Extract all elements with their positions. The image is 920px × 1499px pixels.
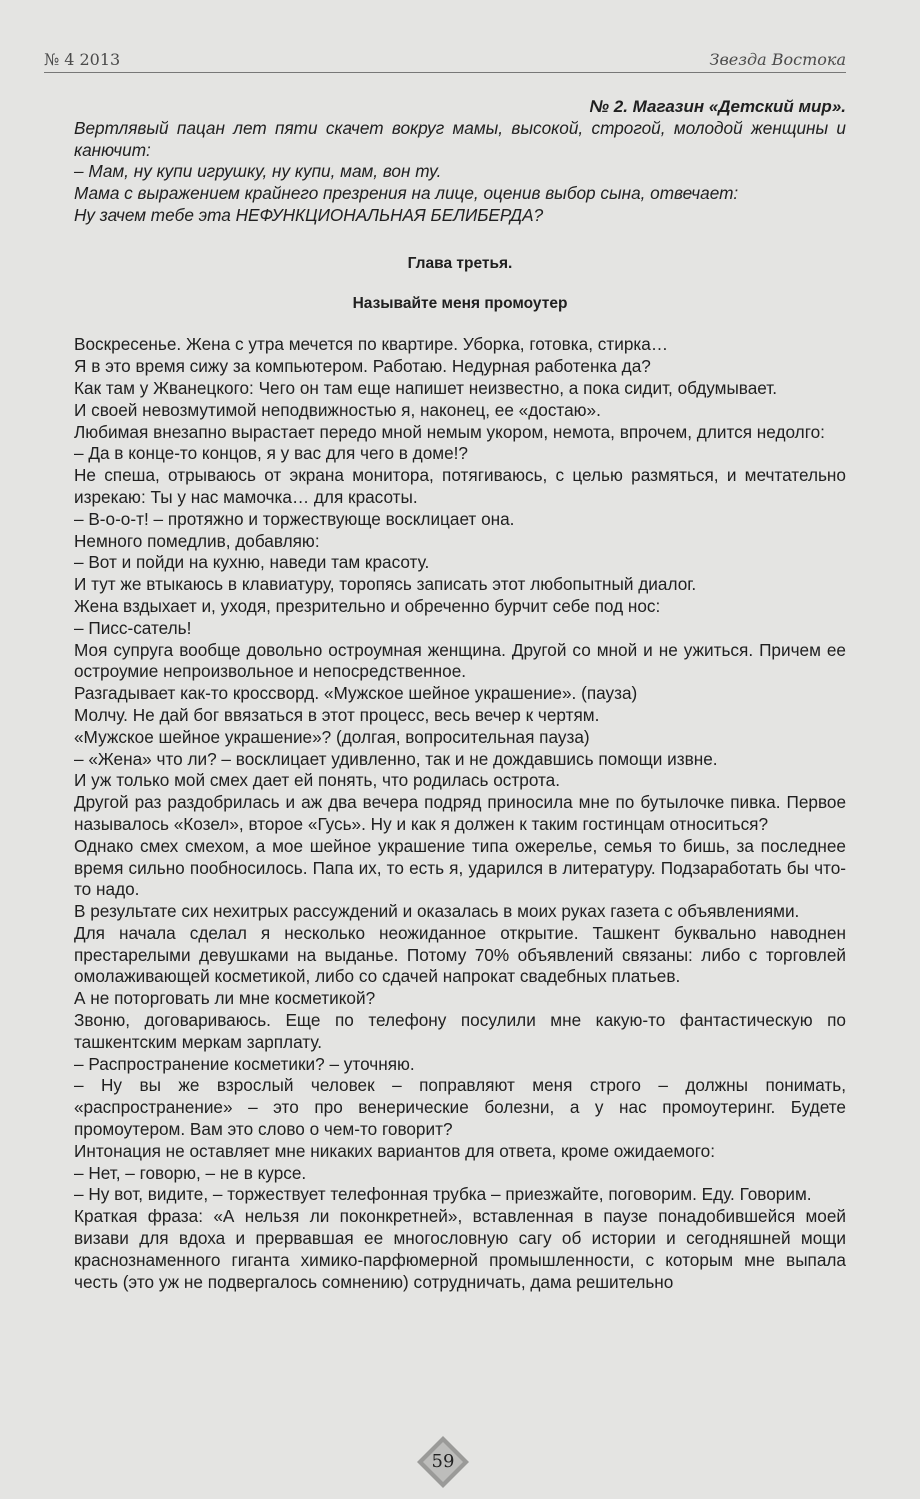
paragraph: Интонация не оставляет мне никаких вариантов для ответа, кроме ожидаемого:	[74, 1140, 716, 1161]
body-text	[74, 334, 846, 1293]
issue-number: № 4 2013	[44, 50, 121, 69]
header-rule	[44, 72, 846, 73]
paragraph: Жена вздыхает и, уходя, презрительно и обреченно бурчит себе под нос:	[74, 595, 661, 616]
section-title: № 2. Магазин «Детский мир».	[589, 97, 846, 116]
paragraph: Как там у Жванецкого: Чего он там еще напишет неизвестно, а пока сидит, обдумывает.	[74, 377, 778, 398]
running-header	[44, 46, 846, 72]
paragraph: – Ну вы же взрослый человек – поправляют меня строго – должны понимать, «распространение» – это про венерические болезни, а у нас промоутеринг. Будете промоутером. Вам это слово о чем-то говорит?	[74, 1075, 846, 1140]
paragraph: – Да в конце-то концов, я у вас для чего в доме!?	[74, 443, 468, 464]
paragraph: Немного помедлив, добавляю:	[74, 530, 320, 551]
paragraph: – Ну вот, видите, – торжествует телефонная трубка – приезжайте, поговорим. Еду. Говорим.	[74, 1184, 812, 1205]
paragraph: – Вот и пойди на кухню, наведи там красоту.	[74, 552, 430, 573]
intro-paragraph: Вертлявый пацан лет пяти скачет вокруг мамы, высокой, строгой, молодой женщины и канючит:	[74, 117, 846, 160]
paragraph: Звоню, договариваюсь. Еще по телефону посулили мне какую-то фантастическую по ташкентским меркам зарплату.	[74, 1010, 846, 1052]
paragraph: И уж только мой смех дает ей понять, что родилась острота.	[74, 770, 561, 791]
paragraph: Молчу. Не дай бог ввязаться в этот процесс, весь вечер к чертям.	[74, 704, 600, 725]
paragraph: Не спеша, отрываюсь от экрана монитора, потягиваюсь, с целью размяться, и мечтательно изрекаю: Ты у нас мамочка… для красоты.	[74, 465, 846, 507]
paragraph: И своей невозмутимой неподвижностью я, наконец, ее «достаю».	[74, 399, 601, 420]
paragraph: – Нет, – говорю, – не в курсе.	[74, 1162, 307, 1183]
chapter-title: Называйте меня промоутер	[352, 294, 568, 312]
paragraph: Краткая фраза: «А нельзя ли поконкретней», вставленная в паузе понадобившейся моей визави для вдоха и прервавшая ее многословную сагу об истории и сегодняшней мощи краснознаменного гиганта химико-парфюмерной промышленности, с которым мне выпала честь (это уж не подвергалось сомнению) сотрудничать, дама решительно	[74, 1206, 846, 1292]
journal-title: Звезда Востока	[709, 50, 846, 69]
article-body	[74, 96, 846, 1293]
intro-paragraph: – Мам, ну купи игрушку, ну купи, мам, вон ту.	[74, 161, 442, 182]
paragraph: Воскресенье. Жена с утра мечется по квартире. Уборка, готовка, стирка…	[74, 334, 669, 355]
chapter-number: Глава третья.	[407, 254, 513, 272]
paragraph: Любимая внезапно вырастает передо мной немым укором, немота, впрочем, длится недолго:	[74, 421, 825, 442]
paragraph: Разгадывает как-то кроссворд. «Мужское шейное украшение». (пауза)	[74, 683, 638, 704]
paragraph: Моя супруга вообще довольно остроумная женщина. Другой со мной и не ужиться. Причем ее остроумие непроизвольное и непосредственное.	[74, 639, 846, 682]
paragraph: – Распространение косметики? – уточняю.	[74, 1053, 415, 1074]
paragraph: – В-о-о-т! – протяжно и торжествующе восклицает она.	[74, 508, 515, 529]
intro-paragraph: Мама с выражением крайнего презрения на лице, оценив выбор сына, отвечает:	[74, 183, 739, 204]
paragraph: Однако смех смехом, а мое шейное украшение типа ожерелье, семья то бишь, за последнее время сильно пообносилось. Папа их, то есть я, ударился в литературу. Подзаработать бы что-то надо.	[74, 835, 846, 900]
page-number-badge	[415, 1434, 471, 1490]
paragraph: И тут же втыкаюсь в клавиатуру, торопясь записать этот любопытный диалог.	[74, 574, 697, 595]
intro-block	[74, 118, 846, 227]
page-number: 59	[431, 1451, 455, 1472]
paragraph: Другой раз раздобрилась и аж два вечера подряд приносила мне по бутылочке пивка. Первое называлось «Козел», второе «Гусь». Ну и как я должен к таким гостинцам относиться?	[74, 792, 846, 834]
intro-paragraph: Ну зачем тебе эта НЕФУНКЦИОНАЛЬНАЯ БЕЛИБЕРДА?	[74, 204, 544, 225]
paragraph: Я в это время сижу за компьютером. Работаю. Недурная работенка да?	[74, 356, 651, 377]
paragraph: В результате сих нехитрых рассуждений и оказалась в моих руках газета с объявлениями.	[74, 901, 800, 922]
paragraph: «Мужское шейное украшение»? (долгая, вопросительная пауза)	[74, 726, 590, 747]
paragraph: А не поторговать ли мне косметикой?	[74, 988, 376, 1009]
paragraph: – «Жена» что ли? – восклицает удивленно, так и не дождавшись помощи извне.	[74, 748, 718, 769]
paragraph: – Писс-сатель!	[74, 617, 192, 638]
paragraph: Для начала сделал я несколько неожиданное открытие. Ташкент буквально наводнен престарелыми девушками на выданье. Потому 70% объявлений связаны: либо с торговлей омолаживающей косметикой, либо со сдачей напрокат свадебных платьев.	[74, 922, 846, 987]
